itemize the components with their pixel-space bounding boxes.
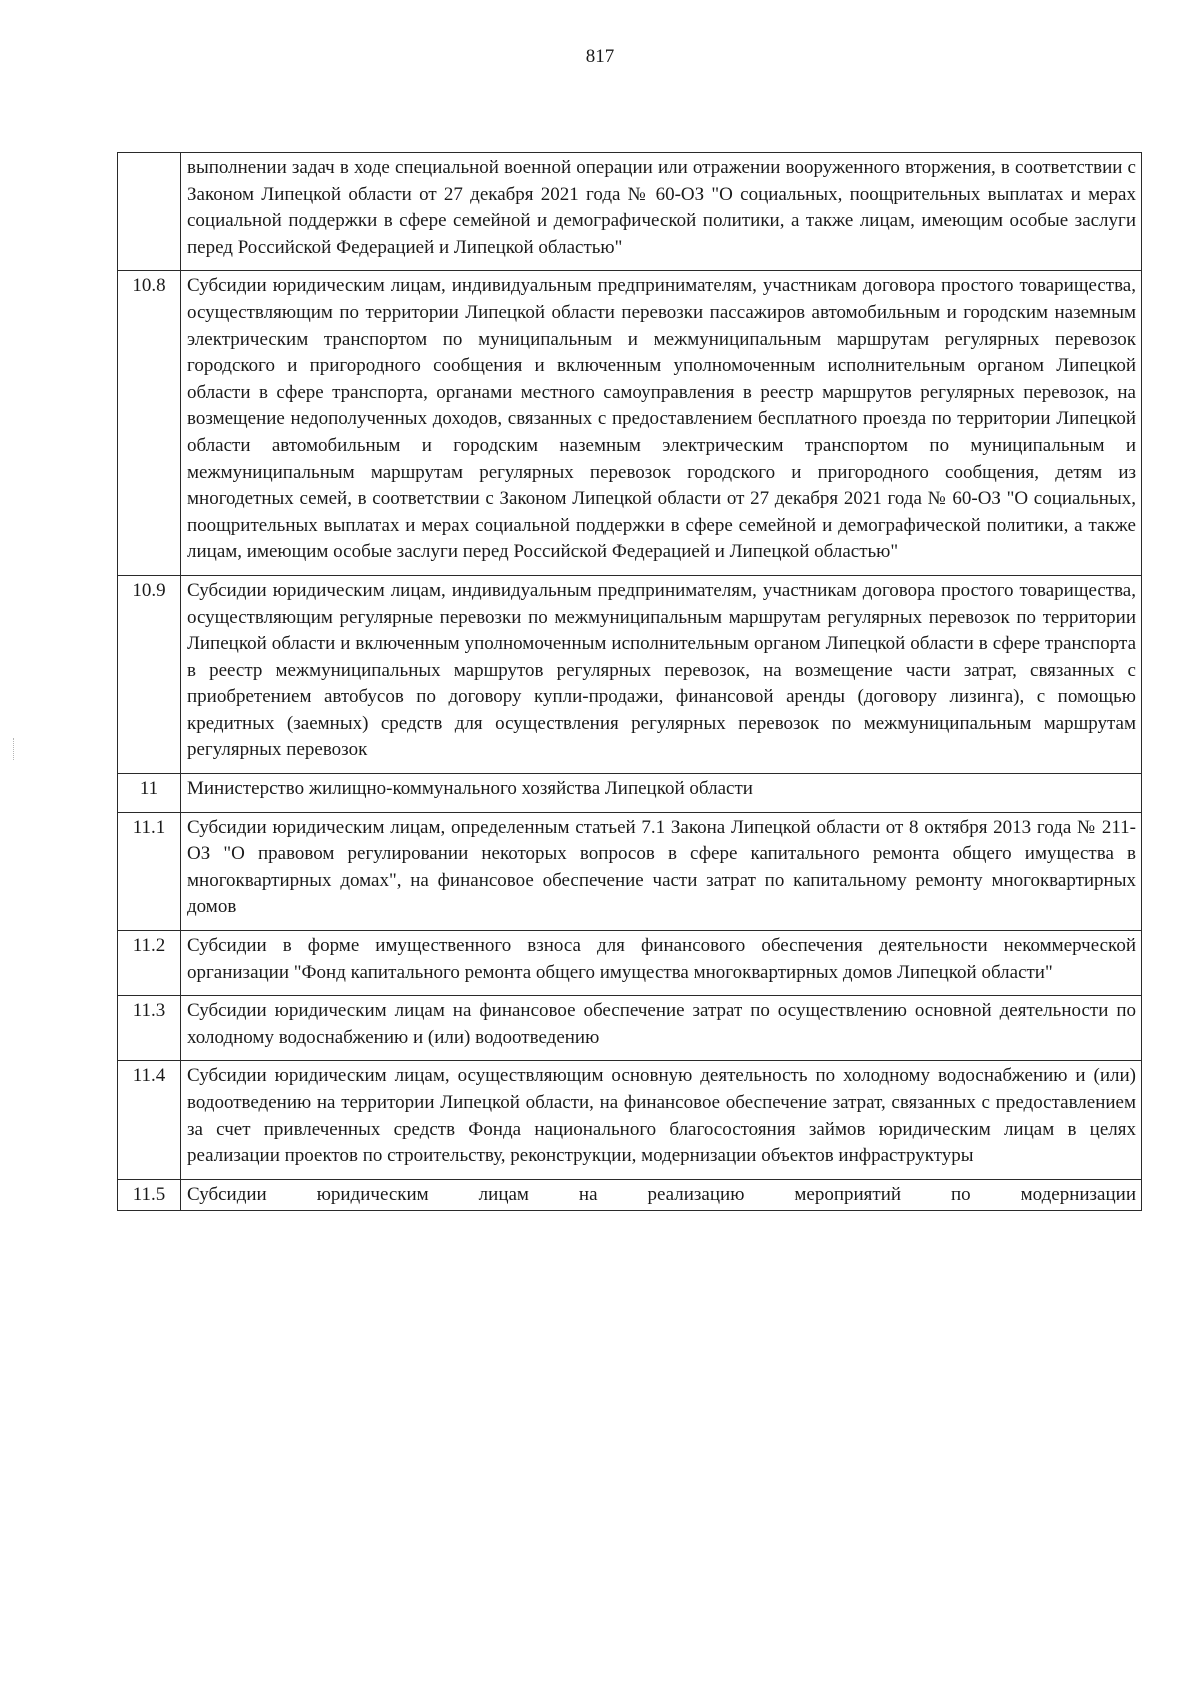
row-number: 10.9 — [118, 575, 181, 773]
row-number: 10.8 — [118, 271, 181, 576]
row-text: Субсидии юридическим лицам, индивидуальным предпринимателям, участникам договора простого товарищества, осуществляющим регулярные перевозки по межмуниципальным маршрутам регулярных перевозок по территории Липецкой области и включенным уполномоченным исполнительным органом Липецкой области в сфере транспорта в реестр межмуниципальных маршрутов регулярных перевозок, на возмещение части затрат, связанных с приобретением автобусов по договору купли-продажи, финансовой аренды (договору лизинга), с помощью кредитных (заемных) средств для осуществления регулярных перевозок по межмуниципальным маршрутам регулярных перевозок — [181, 575, 1142, 773]
row-number: 11.3 — [118, 996, 181, 1061]
row-number — [118, 153, 181, 271]
table-row — [118, 931, 1142, 996]
table-row — [118, 271, 1142, 576]
row-text: выполнении задач в ходе специальной военной операции или отражении вооруженного вторжения, в соответствии с Законом Липецкой области от 27 декабря 2021 года № 60-ОЗ "О социальных, поощрительных выплатах и мерах социальной поддержки в сфере семейной и демографической политики, а также лицам, имеющим особые заслуги перед Российской Федерацией и Липецкой областью" — [181, 153, 1142, 271]
row-text: Субсидии юридическим лицам на финансовое обеспечение затрат по осуществлению основной деятельности по холодному водоснабжению и (или) водоотведению — [181, 996, 1142, 1061]
row-text: Субсидии в форме имущественного взноса для финансового обеспечения деятельности некоммерческой организации "Фонд капитального ремонта общего имущества многоквартирных домов Липецкой области" — [181, 931, 1142, 996]
row-text: Субсидии юридическим лицам, осуществляющим основную деятельность по холодному водоснабжению и (или) водоотведению на территории Липецкой области, на финансовое обеспечение затрат, связанных с предоставлением за счет привлеченных средств Фонда национального благосостояния займов юридическим лицам в целях реализации проектов по строительству, реконструкции, модернизации объектов инфраструктуры — [181, 1061, 1142, 1179]
row-number: 11.5 — [118, 1179, 181, 1211]
table-row — [118, 153, 1142, 271]
table-row — [118, 774, 1142, 813]
scan-margin-mark — [13, 738, 15, 760]
table-row — [118, 812, 1142, 930]
page-number: 817 — [585, 46, 615, 67]
row-text: Субсидии юридическим лицам на реализацию мероприятий по модернизации — [181, 1179, 1142, 1211]
row-text: Субсидии юридическим лицам, определенным статьей 7.1 Закона Липецкой области от 8 октября 2013 года № 211-ОЗ "О правовом регулировании некоторых вопросов в сфере капитального ремонта общего имущества в многоквартирных домах", на финансовое обеспечение части затрат по капитальному ремонту многоквартирных домов — [181, 812, 1142, 930]
row-number: 11.1 — [118, 812, 181, 930]
table-row — [118, 1061, 1142, 1179]
table-row — [118, 996, 1142, 1061]
table-row — [118, 575, 1142, 773]
row-text: Министерство жилищно-коммунального хозяйства Липецкой области — [181, 774, 1142, 813]
row-text: Субсидии юридическим лицам, индивидуальным предпринимателям, участникам договора простого товарищества, осуществляющим по территории Липецкой области перевозки пассажиров автомобильным и городским наземным электрическим транспортом по муниципальным и межмуниципальным маршрутам регулярных перевозок городского и пригородного сообщения и включенным уполномоченным исполнительным органом Липецкой области в сфере транспорта, органами местного самоуправления в реестр маршрутов регулярных перевозок, на возмещение недополученных доходов, связанных с предоставлением бесплатного проезда по территории Липецкой области автомобильным и городским наземным электрическим транспортом по муниципальным и межмуниципальным маршрутам регулярных перевозок городского и пригородного сообщения, детям из многодетных семей, в соответствии с Законом Липецкой области от 27 декабря 2021 года № 60-ОЗ "О социальных, поощрительных выплатах и мерах социальной поддержки в сфере семейной и демографической политики, а также лицам, имеющим особые заслуги перед Российской Федерацией и Липецкой областью" — [181, 271, 1142, 576]
table-row — [118, 1179, 1142, 1211]
row-number: 11.4 — [118, 1061, 181, 1179]
row-number: 11.2 — [118, 931, 181, 996]
row-number: 11 — [118, 774, 181, 813]
subsidies-table — [117, 152, 1142, 1211]
